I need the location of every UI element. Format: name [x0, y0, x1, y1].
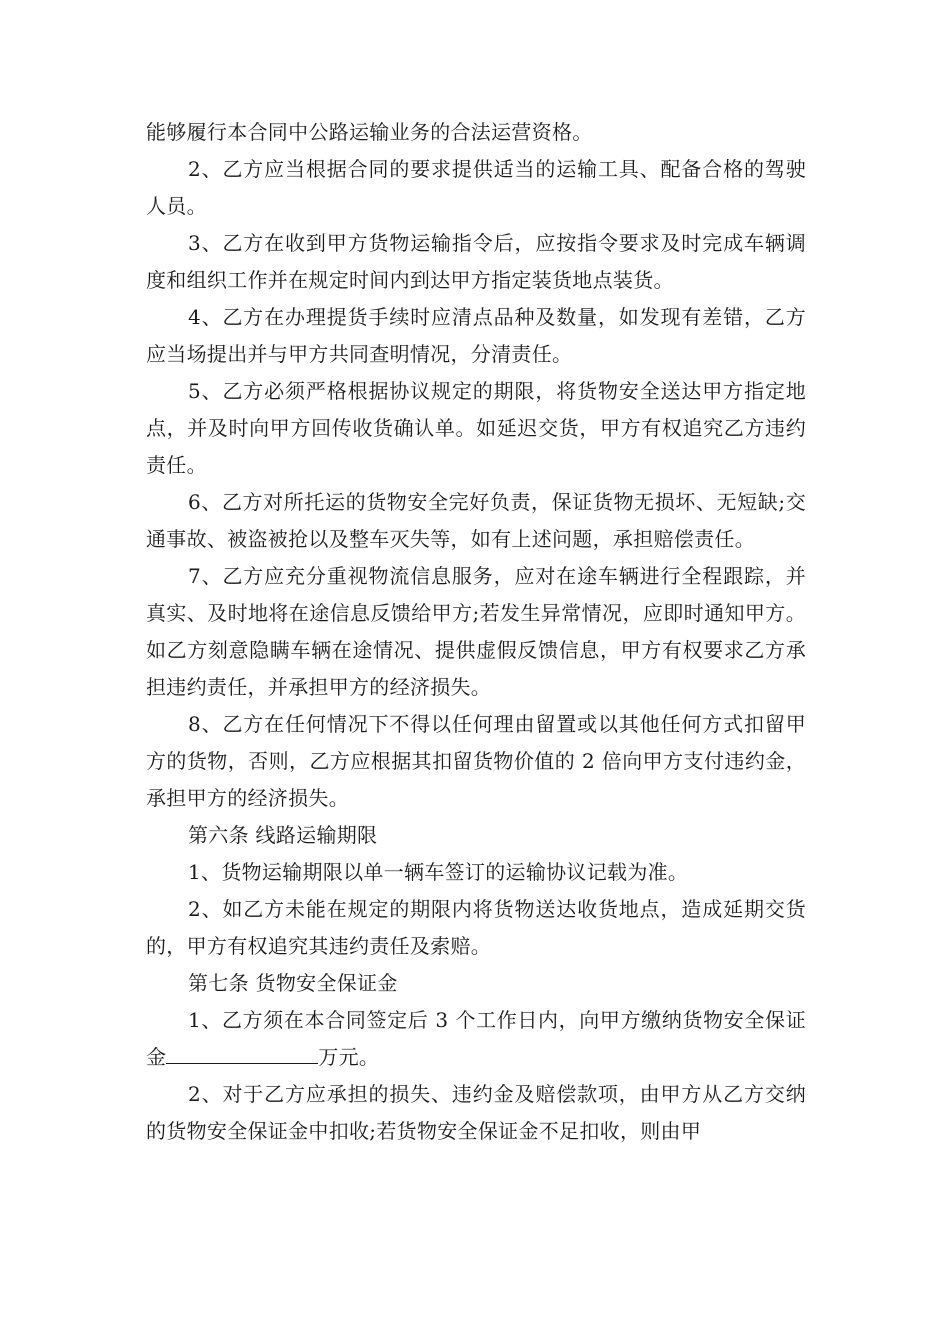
document-page: [146, 114, 806, 1150]
paragraph-clause-4: 4、乙方在办理提货手续时应清点品种及数量，如发现有差错，乙方应当场提出并与甲方共同查明情况，分清责任。: [146, 305, 806, 366]
paragraph-clause-5: 5、乙方必须严格根据协议规定的期限，将货物安全送达甲方指定地点，并及时向甲方回传收货确认单。如延迟交货，甲方有权追究乙方违约责任。: [146, 379, 806, 477]
paragraph-section6-clause-2: 2、如乙方未能在规定的期限内将货物送达收货地点，造成延期交货的，甲方有权追究其违约责任及索赔。: [146, 897, 806, 958]
paragraph-clause-2: 2、乙方应当根据合同的要求提供适当的运输工具、配备合格的驾驶人员。: [146, 157, 806, 218]
paragraph-clause-6: 6、乙方对所托运的货物安全完好负责，保证货物无损坏、无短缺;交通事故、被盗被抢以及整车灭失等，如有上述问题，承担赔偿责任。: [146, 490, 806, 551]
deposit-amount-blank: [166, 1039, 318, 1064]
section-heading-7: 第七条 货物安全保证金: [188, 971, 398, 995]
paragraph-clause-7: 7、乙方应充分重视物流信息服务，应对在途车辆进行全程跟踪，并真实、及时地将在途信息反馈给甲方;若发生异常情况，应即时通知甲方。如乙方刻意隐瞒车辆在途情况、提供虚假反馈信息，甲方有权要求乙方承担违约责任，并承担甲方的经济损失。: [146, 564, 806, 699]
paragraph-section7-clause-2: 2、对于乙方应承担的损失、违约金及赔偿款项，由甲方从乙方交纳的货物安全保证金中扣收;若货物安全保证金不足扣收，则由甲: [146, 1082, 806, 1143]
deposit-text-after: 万元。: [318, 1045, 380, 1069]
paragraph-clause-8: 8、乙方在任何情况下不得以任何理由留置或以其他任何方式扣留甲方的货物，否则，乙方应根据其扣留货物价值的 2 倍向甲方支付违约金，承担甲方的经济损失。: [146, 712, 806, 810]
paragraph-continuation: 能够履行本合同中公路运输业务的合法运营资格。: [146, 120, 593, 144]
paragraph-clause-3: 3、乙方在收到甲方货物运输指令后，应按指令要求及时完成车辆调度和组织工作并在规定时间内到达甲方指定装货地点装货。: [146, 231, 806, 292]
paragraph-section7-clause-1: [146, 1002, 806, 1076]
deposit-text-before: 1、乙方须在本合同签定后 3 个工作日内，向甲方缴纳货物安全保证金: [146, 1008, 806, 1069]
paragraph-section6-clause-1: 1、货物运输期限以单一辆车签订的运输协议记载为准。: [188, 860, 689, 884]
section-heading-6: 第六条 线路运输期限: [188, 823, 378, 847]
